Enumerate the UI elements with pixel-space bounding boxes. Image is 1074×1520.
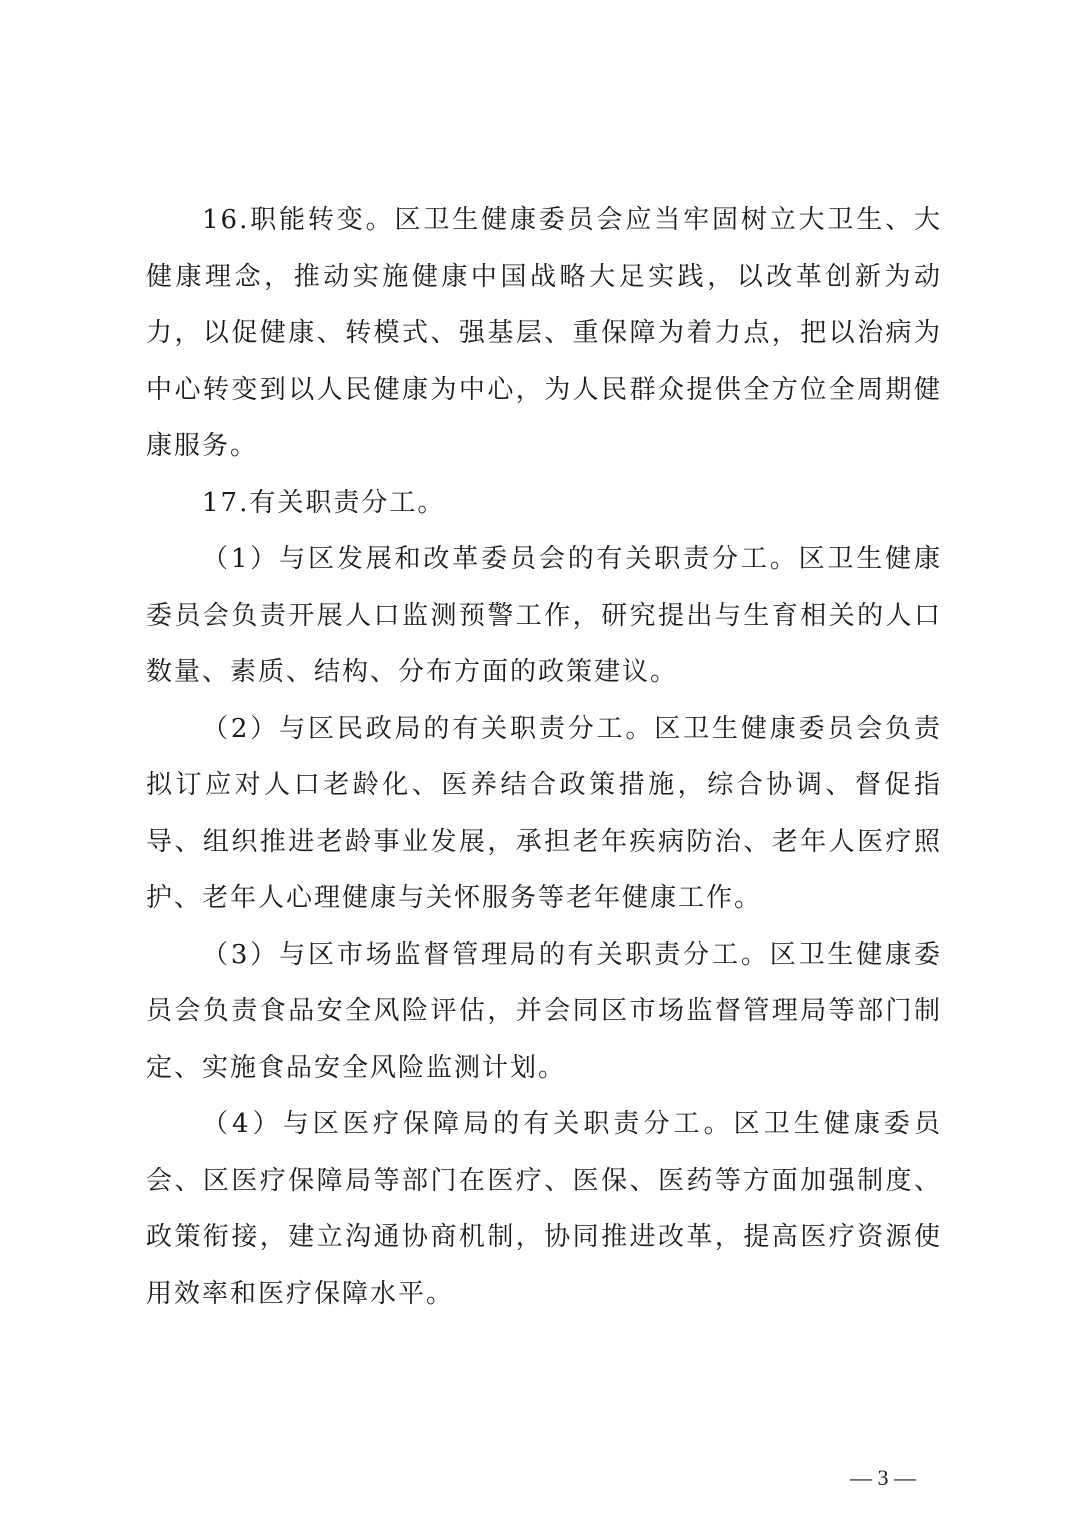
paragraph-responsibility-division-heading: 17.有关职责分工。 bbox=[202, 487, 446, 518]
paragraph-civil-affairs-bureau: （2）与区民政局的有关职责分工。区卫生健康委员会负责拟订应对人口老龄化、医养结合政策措施，综合协调、督促指导、组织推进老龄事业发展，承担老年疾病防治、老年人医疗照护、老年人心理健康与关怀服务等老年健康工作。 bbox=[146, 713, 942, 913]
page-number: — 3 — bbox=[850, 1465, 916, 1490]
paragraph-development-reform-commission: （1）与区发展和改革委员会的有关职责分工。区卫生健康委员会负责开展人口监测预警工作，研究提出与生育相关的人口数量、素质、结构、分布方面的政策建议。 bbox=[146, 544, 942, 687]
paragraph-function-transformation: 16.职能转变。区卫生健康委员会应当牢固树立大卫生、大健康理念，推动实施健康中国战略大足实践，以改革创新为动力，以促健康、转模式、强基层、重保障为着力点，把以治病为中心转变到以人民健康为中心，为人民群众提供全方位全周期健康服务。 bbox=[146, 205, 942, 461]
body-text bbox=[146, 192, 942, 1322]
paragraph-medical-security-bureau: （4）与区医疗保障局的有关职责分工。区卫生健康委员会、区医疗保障局等部门在医疗、医保、医药等方面加强制度、政策衔接，建立沟通协商机制，协同推进改革，提高医疗资源使用效率和医疗保障水平。 bbox=[146, 1109, 942, 1309]
paragraph-market-supervision-bureau: （3）与区市场监督管理局的有关职责分工。区卫生健康委员会负责食品安全风险评估，并会同区市场监督管理局等部门制定、实施食品安全风险监测计划。 bbox=[146, 939, 942, 1083]
